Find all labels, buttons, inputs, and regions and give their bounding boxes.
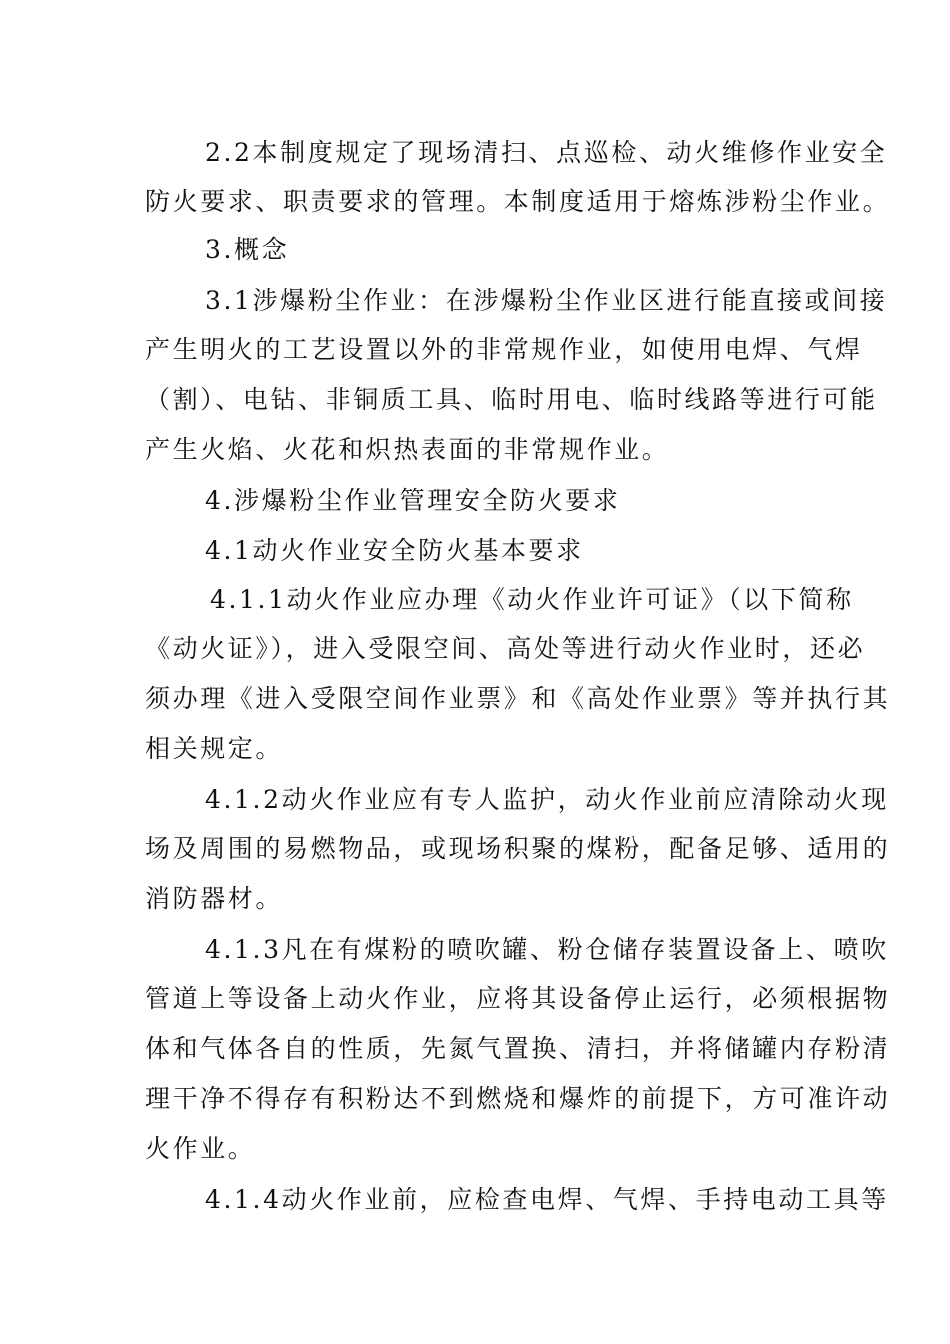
paragraph-4-1-1-line-4: 相关规定。	[145, 734, 284, 763]
heading-4: 4.涉爆粉尘作业管理安全防火要求	[205, 486, 621, 515]
paragraph-3-1-line-3: （割）、电钻、非铜质工具、临时用电、临时线路等进行可能	[145, 385, 878, 414]
paragraph-3-1-line-1: 3.1涉爆粉尘作业：在涉爆粉尘作业区进行能直接或间接	[205, 286, 888, 315]
heading-3: 3.概念	[205, 235, 290, 264]
paragraph-4-1-3-line-1: 4.1.3凡在有煤粉的喷吹罐、粉仓储存装置设备上、喷吹	[205, 935, 889, 964]
paragraph-4-1-3-line-4: 理干净不得存有积粉达不到燃烧和爆炸的前提下，方可准许动	[145, 1084, 891, 1113]
paragraph-4-1-1-line-1: 4.1.1动火作业应办理《动火作业许可证》（以下简称	[210, 585, 854, 614]
paragraph-4-1-3-line-5: 火作业。	[145, 1134, 256, 1163]
paragraph-3-1-line-4: 产生火焰、火花和炽热表面的非常规作业。	[145, 435, 670, 464]
paragraph-4-1-2-line-3: 消防器材。	[145, 884, 284, 913]
paragraph-2-2-line-1: 2.2本制度规定了现场清扫、点巡检、动火维修作业安全	[205, 138, 888, 167]
paragraph-4-1-3-line-2: 管道上等设备上动火作业，应将其设备停止运行，必须根据物	[145, 984, 891, 1013]
paragraph-4-1-1-line-2: 《动火证》），进入受限空间、高处等进行动火作业时，还必	[145, 634, 866, 663]
paragraph-3-1-line-2: 产生明火的工艺设置以外的非常规作业，如使用电焊、气焊	[145, 335, 863, 364]
heading-4-1: 4.1动火作业安全防火基本要求	[205, 536, 584, 565]
paragraph-4-1-2-line-2: 场及周围的易燃物品，或现场积聚的煤粉，配备足够、适用的	[145, 834, 891, 863]
paragraph-4-1-3-line-3: 体和气体各自的性质，先氮气置换、清扫，并将储罐内存粉清	[145, 1034, 891, 1063]
paragraph-2-2-line-2: 防火要求、职责要求的管理。本制度适用于熔炼涉粉尘作业。	[145, 187, 891, 216]
paragraph-4-1-2-line-1: 4.1.2动火作业应有专人监护，动火作业前应清除动火现	[205, 785, 889, 814]
paragraph-4-1-4-line-1: 4.1.4动火作业前，应检查电焊、气焊、手持电动工具等	[205, 1185, 889, 1214]
paragraph-4-1-1-line-3: 须办理《进入受限空间作业票》和《高处作业票》等并执行其	[145, 684, 891, 713]
